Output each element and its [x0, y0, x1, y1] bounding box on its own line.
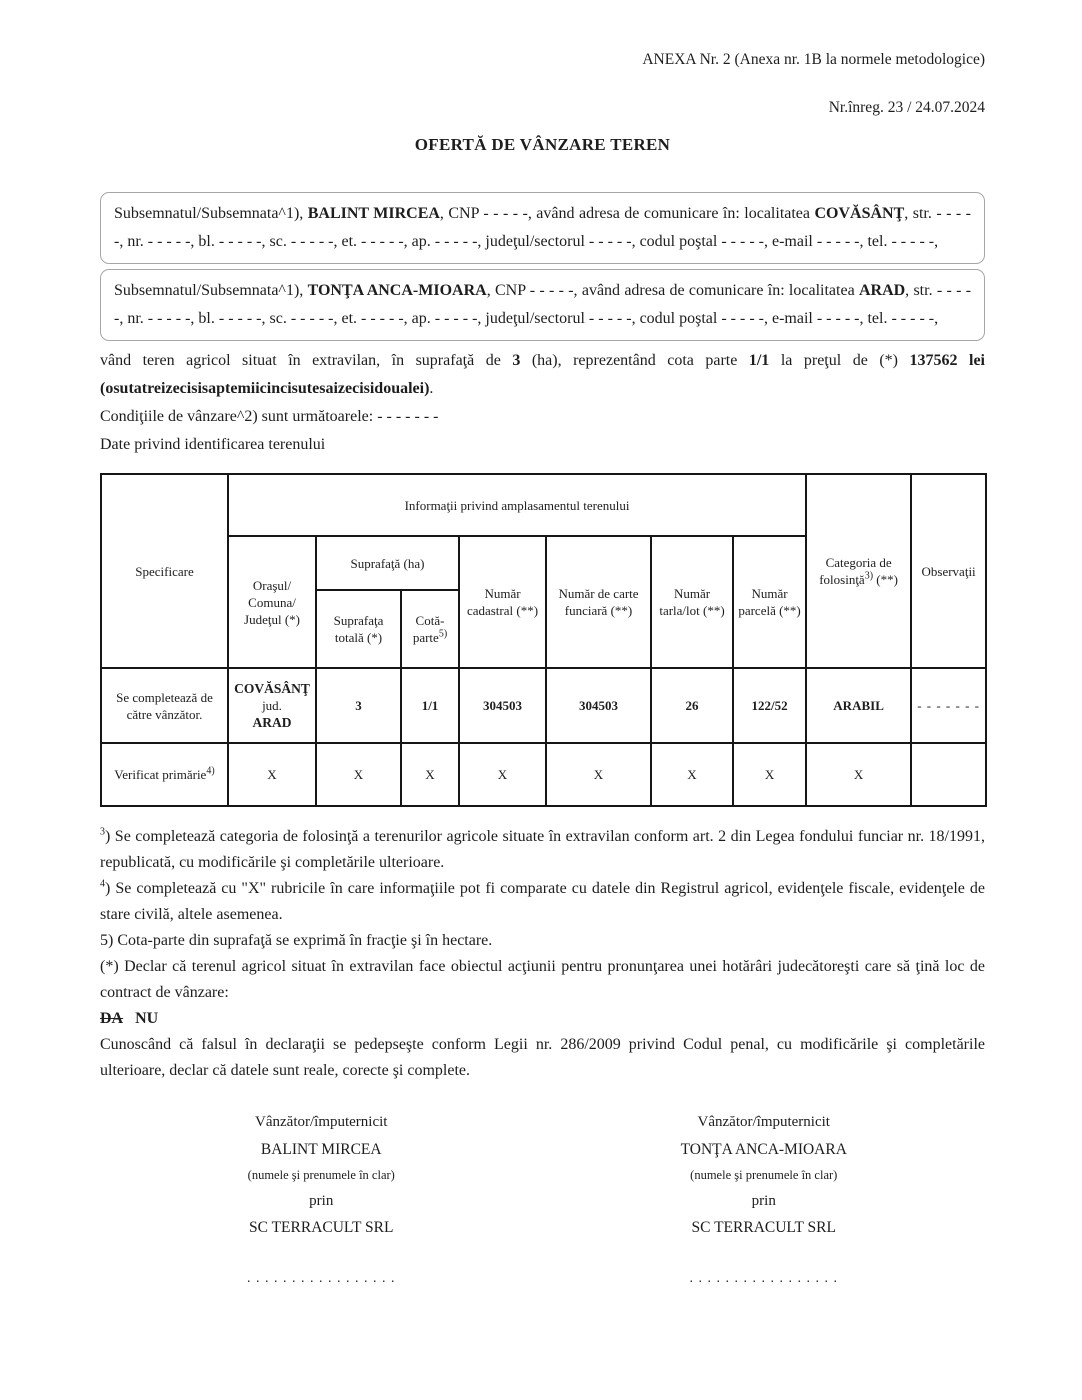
annex-reference: ANEXA Nr. 2 (Anexa nr. 1B la normele metodologice) — [642, 51, 985, 68]
x-mark-cell: X — [401, 743, 459, 806]
seller-2-cnp-text: , CNP - - - - -, având adresa de comunicare în: localitatea — [486, 282, 859, 299]
da-nu-line — [100, 1006, 985, 1032]
header-numar-carte-funciara: Număr de carte funciară (**) — [546, 536, 651, 668]
offer-paragraph — [100, 347, 985, 403]
cell-locality — [228, 668, 316, 743]
signature-dotted-line: . . . . . . . . . . . . . . . . . — [247, 1271, 396, 1286]
header-categoria-suffix: (**) — [873, 572, 898, 587]
signature-section — [100, 1114, 985, 1287]
offer-text-5: . — [429, 380, 434, 397]
signature-block-2 — [543, 1114, 986, 1287]
conditions-line: Condiţiile de vânzare^2) sunt următoarele: - - - - - - - — [100, 408, 439, 425]
land-identification-table — [100, 473, 987, 807]
verify-row-label-text: Verificat primărie — [114, 767, 207, 782]
header-suprafata-group: Suprafaţă (ha) — [316, 536, 459, 590]
land-data-heading: Date privind identificarea terenului — [100, 436, 326, 453]
header-numar-tarla-lot: Număr tarla/lot (**) — [651, 536, 733, 668]
cell-locality-name: COVĂSÂNŢ — [234, 681, 310, 696]
signature-name: TONŢA ANCA-MIOARA — [680, 1141, 847, 1158]
x-mark-cell: X — [546, 743, 651, 806]
document-title: OFERTĂ DE VÂNZARE TEREN — [414, 135, 671, 154]
price-in-words: (osutatreizecisisaptemiicincisutesaizecisidoualei) — [100, 380, 430, 397]
area-value: 3 — [512, 352, 521, 369]
cell-numar-carte-funciara: 304503 — [546, 668, 651, 743]
footnote-4 — [100, 876, 985, 928]
cell-observatii: - - - - - - - — [911, 668, 986, 743]
seller-2-intro: Subsemnatul/Subsemnata^1), — [114, 282, 308, 299]
cell-numar-tarla-lot: 26 — [651, 668, 733, 743]
cell-locality-county: ARAD — [252, 715, 292, 730]
x-mark-cell: X — [459, 743, 546, 806]
header-numar-parcela: Număr parcelă (**) — [733, 536, 806, 668]
header-observatii: Observaţii — [911, 474, 986, 668]
x-mark-cell: X — [228, 743, 316, 806]
seller-1-cnp-text: , CNP - - - - -, având adresa de comunicare în: localitatea — [439, 205, 815, 222]
header-specificare: Specificare — [101, 474, 228, 668]
footnote-3-text: ) Se completează categoria de folosinţă a terenurilor agricole situate în extravilan conform art. 2 din Legea fondului funciar nr. 18/1991, republicată, cu modificările şi completările ulterioare. — [100, 828, 985, 871]
signature-role: Vânzător/împuternicit — [255, 1114, 388, 1130]
offer-text-2: (ha), reprezentând cota parte — [520, 352, 749, 369]
header-info-group: Informaţii privind amplasamentul terenului — [228, 474, 806, 536]
header-categoria-sup: 3) — [864, 570, 874, 582]
signature-note: (numele şi prenumele în clar) — [247, 1168, 395, 1182]
header-categoria-text: Categoria de folosinţă — [819, 555, 892, 587]
header-cota-parte-text: Cotă-parte — [412, 613, 445, 645]
cell-suprafata-totala: 3 — [316, 668, 401, 743]
header-cota-parte — [401, 590, 459, 668]
x-mark-cell: X — [651, 743, 733, 806]
signature-prin: prin — [309, 1193, 334, 1209]
signature-dotted-line: . . . . . . . . . . . . . . . . . — [689, 1271, 838, 1286]
seller-2-name: TONŢA ANCA-MIOARA — [307, 282, 487, 299]
quota-value: 1/1 — [748, 352, 770, 369]
footnote-4-text: ) Se completează cu "X" rubricile în care informaţiile pot fi comparate cu datele din Registrul agricol, evidenţele fiscale, evidenţele de stare civilă, altele asemenea. — [100, 880, 985, 923]
offer-text-1: vând teren agricol situat în extravilan, în suprafaţă de — [100, 352, 513, 369]
seller-row-label: Se completează de către vânzător. — [101, 668, 228, 743]
header-categoria-folosinta — [806, 474, 911, 668]
x-mark-cell: X — [806, 743, 911, 806]
signature-prin: prin — [751, 1193, 776, 1209]
seller-1-address-text: , str. - - - - -, nr. - - - - -, bl. - - - - -, sc. - - - - -, et. - - - - -, ap. - - - - -, judeţul/sectorul - - - - -, codul poştal - - - - -, e-mail - - - - -, tel. - - - - -, — [114, 205, 972, 250]
penal-statement: Cunoscând că falsul în declaraţii se pedepseşte conform Legii nr. 286/2009 privind Codul penal, cu modificările şi completările ulterioare, declar că datele sunt reale, corecte şi complete. — [100, 1036, 985, 1079]
x-mark-cell: X — [316, 743, 401, 806]
seller-declaration-box-1 — [100, 192, 985, 264]
verify-row-label — [101, 743, 228, 806]
verify-observatii-empty-cell — [911, 743, 986, 806]
seller-2-locality: ARAD — [858, 282, 906, 299]
header-numar-cadastral: Număr cadastral (**) — [459, 536, 546, 668]
declaration-statement: (*) Declar că terenul agricol situat în extravilan face obiectul acţiunii pentru pronunţarea unei hotărâri judecătoreşti care să ţină loc de contract de vânzare: — [100, 958, 985, 1001]
cell-numar-parcela: 122/52 — [733, 668, 806, 743]
footnote-3 — [100, 824, 985, 876]
seller-1-name: BALINT MIRCEA — [307, 205, 440, 222]
cell-numar-cadastral: 304503 — [459, 668, 546, 743]
seller-declaration-box-2 — [100, 269, 985, 341]
price-value: 137562 lei — [909, 352, 985, 369]
signature-role: Vânzător/împuternicit — [697, 1114, 830, 1130]
seller-1-locality: COVĂSÂNŢ — [814, 205, 905, 222]
cell-cota-parte: 1/1 — [401, 668, 459, 743]
footnote-3-marker: 3 — [100, 826, 105, 838]
signature-company: SC TERRACULT SRL — [691, 1219, 836, 1236]
footnote-4-marker: 4 — [100, 878, 105, 890]
cell-locality-jud: jud. — [262, 698, 282, 713]
header-cota-parte-sup: 5) — [438, 628, 448, 640]
da-option-struck: DA — [100, 1010, 124, 1027]
signature-company: SC TERRACULT SRL — [249, 1219, 394, 1236]
offer-section — [100, 347, 985, 459]
offer-text-3: la preţul de (*) — [769, 352, 910, 369]
x-mark-cell: X — [733, 743, 806, 806]
seller-1-intro: Subsemnatul/Subsemnata^1), — [114, 205, 308, 222]
cell-categoria-folosinta: ARABIL — [806, 668, 911, 743]
seller-2-address-text: , str. - - - - -, nr. - - - - -, bl. - - - - -, sc. - - - - -, et. - - - - -, ap. - - - - -, judeţul/sectorul - - - - -, codul poştal - - - - -, e-mail - - - - -, tel. - - - - -, — [114, 282, 972, 327]
header-suprafata-totala: Suprafaţa totală (*) — [316, 590, 401, 668]
signature-block-1 — [100, 1114, 543, 1287]
signature-note: (numele şi prenumele în clar) — [690, 1168, 838, 1182]
footnote-5: 5) Cota-parte din suprafaţă se exprimă în fracţie şi în hectare. — [100, 932, 493, 949]
signature-name: BALINT MIRCEA — [260, 1141, 382, 1158]
registration-number: Nr.înreg. 23 / 24.07.2024 — [828, 99, 985, 116]
nu-option: NU — [135, 1010, 159, 1027]
header-orasul-comuna-judetul: Oraşul/ Comuna/ Judeţul (*) — [228, 536, 316, 668]
footnotes-section — [100, 824, 985, 1084]
verify-row-label-sup: 4) — [206, 765, 215, 777]
